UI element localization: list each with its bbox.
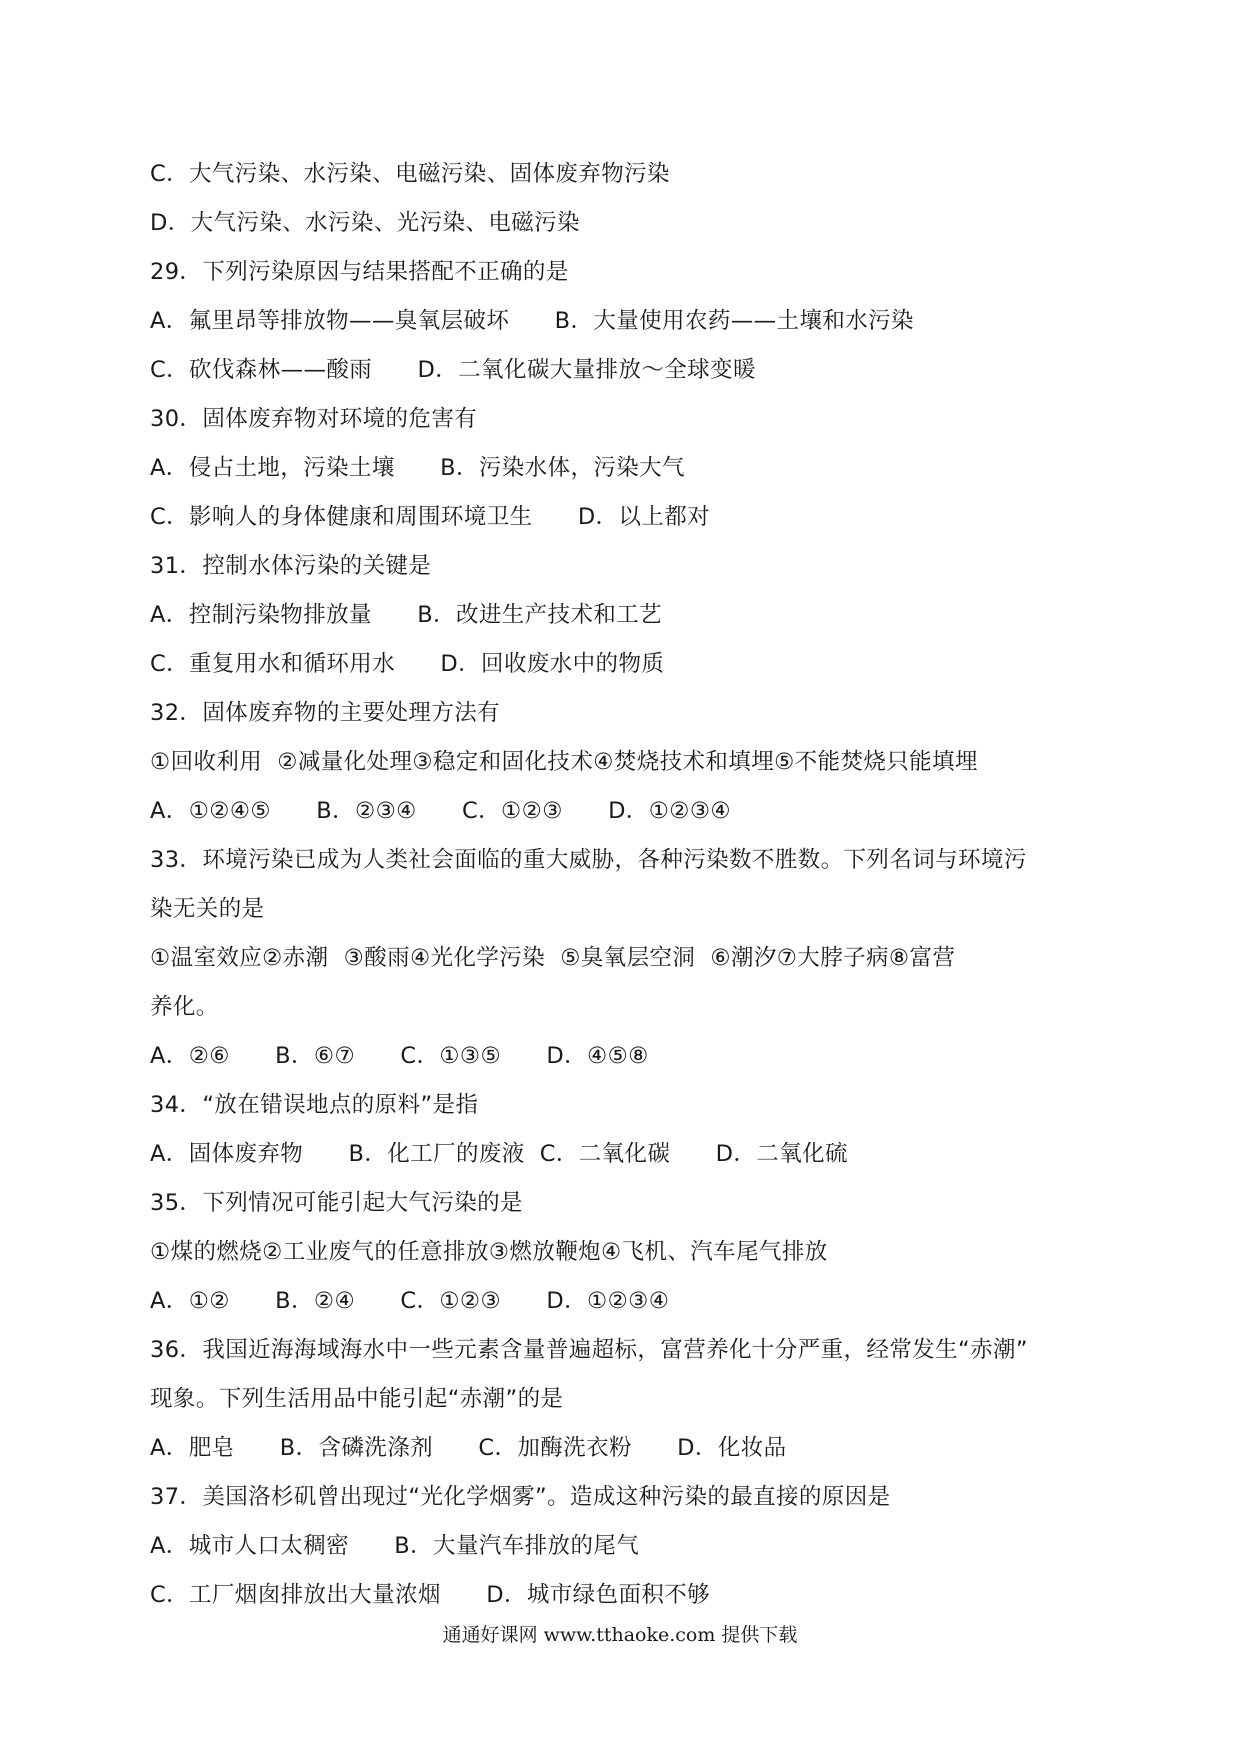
- option-line: D．大气污染、水污染、光污染、电磁污染: [150, 210, 580, 236]
- question-line: 现象。下列生活用品中能引起“赤潮”的是: [150, 1386, 564, 1412]
- option-line: A．侵占土地，污染土壤 B．污染水体，污染大气: [150, 455, 685, 481]
- item-list-line: ①回收利用 ②减量化处理③稳定和固化技术④焚烧技术和填埋⑤不能焚烧只能填埋: [150, 749, 978, 775]
- question-line: 31．控制水体污染的关键是: [150, 553, 432, 579]
- question-line: 34．“放在错误地点的原料”是指: [150, 1092, 479, 1118]
- item-list-line: ①煤的燃烧②工业废气的任意排放③燃放鞭炮④飞机、汽车尾气排放: [150, 1239, 828, 1265]
- option-line: C．重复用水和循环用水 D．回收废水中的物质: [150, 651, 665, 677]
- question-line: 32．固体废弃物的主要处理方法有: [150, 700, 501, 726]
- document-body: [150, 150, 1110, 1620]
- option-line: A．城市人口太稠密 B．大量汽车排放的尾气: [150, 1533, 640, 1559]
- question-line: 29．下列污染原因与结果搭配不正确的是: [150, 259, 569, 285]
- option-line: A．①② B．②④ C．①②③ D．①②③④: [150, 1288, 670, 1314]
- question-line: 33．环境污染已成为人类社会面临的重大威胁，各种污染数不胜数。下列名词与环境污: [150, 847, 1027, 873]
- option-line: C．大气污染、水污染、电磁污染、固体废弃物污染: [150, 161, 670, 187]
- option-line: C．工厂烟囱排放出大量浓烟 D．城市绿色面积不够: [150, 1582, 711, 1608]
- option-line: A．控制污染物排放量 B．改进生产技术和工艺: [150, 602, 663, 628]
- item-list-line: ①温室效应②赤潮 ③酸雨④光化学污染 ⑤臭氧层空洞 ⑥潮汐⑦大脖子病⑧富营: [150, 945, 956, 971]
- question-line: 35．下列情况可能引起大气污染的是: [150, 1190, 523, 1216]
- question-line: 30．固体废弃物对环境的危害有: [150, 406, 478, 432]
- question-line: 37．美国洛杉矶曾出现过“光化学烟雾”。造成这种污染的最直接的原因是: [150, 1484, 891, 1510]
- option-line: A．②⑥ B．⑥⑦ C．①③⑤ D．④⑤⑧: [150, 1043, 649, 1069]
- page-footer: 通通好课网 www.tthaoke.com 提供下载: [442, 1624, 798, 1646]
- option-line: C．砍伐森林——酸雨 D．二氧化碳大量排放～全球变暖: [150, 357, 756, 383]
- option-line: A．固体废弃物 B．化工厂的废液 C．二氧化碳 D．二氧化硫: [150, 1141, 848, 1167]
- option-line: A．肥皂 B．含磷洗涤剂 C．加酶洗衣粉 D．化妆品: [150, 1435, 787, 1461]
- question-line: 染无关的是: [150, 896, 265, 922]
- option-line: A．①②④⑤ B．②③④ C．①②③ D．①②③④: [150, 798, 731, 824]
- item-list-line: 养化。: [150, 994, 219, 1020]
- option-line: A．氟里昂等排放物——臭氧层破坏 B．大量使用农药——土壤和水污染: [150, 308, 914, 334]
- option-line: C．影响人的身体健康和周围环境卫生 D．以上都对: [150, 504, 711, 530]
- question-line: 36．我国近海海域海水中一些元素含量普遍超标，富营养化十分严重，经常发生“赤潮”: [150, 1337, 1028, 1363]
